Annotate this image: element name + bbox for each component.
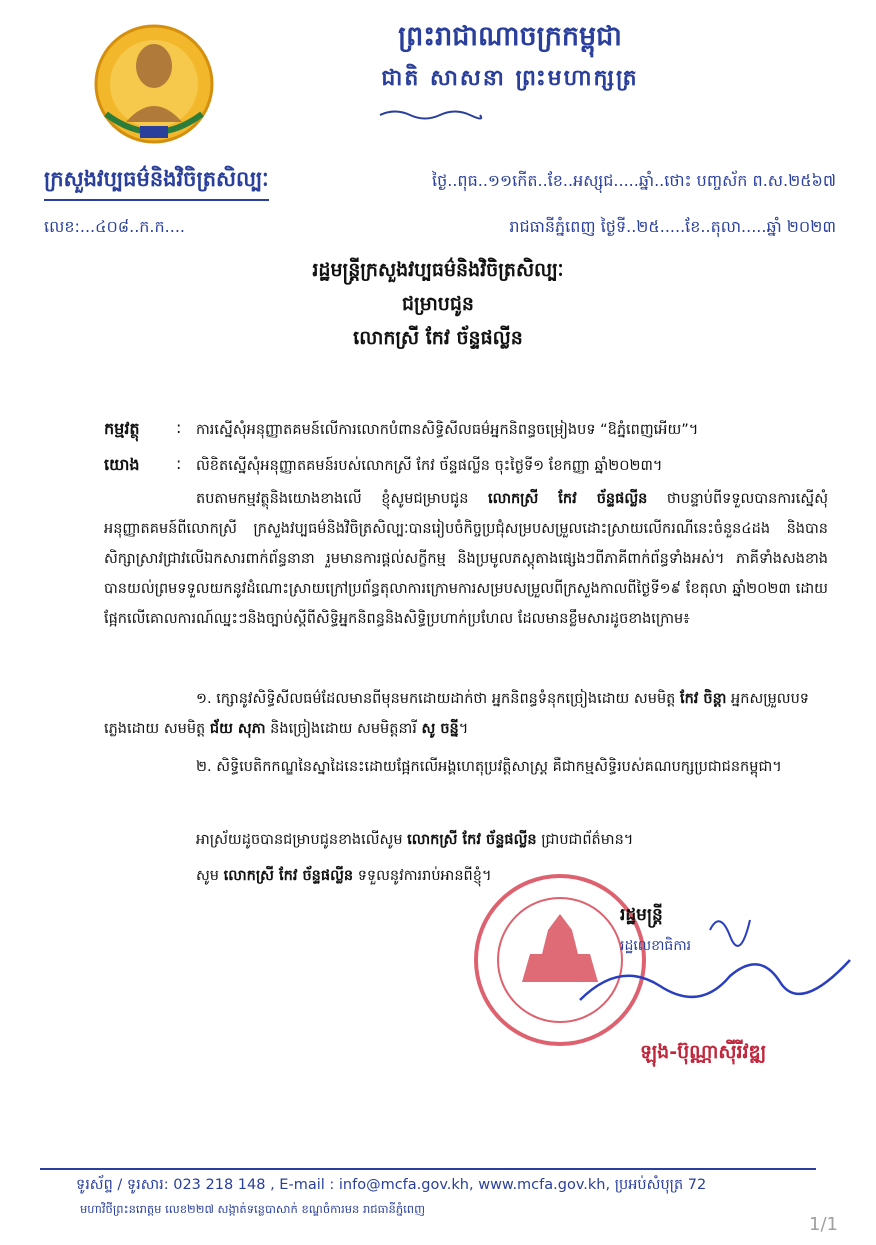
page-indicator: 1/1 [809, 1214, 838, 1235]
handwritten-signature-icon [560, 890, 860, 1030]
reference-label: យោង [104, 455, 140, 474]
reference-text: លិខិតស្នើសុំអនុញ្ញាតគមន៍របស់លោកស្រី កែវ ច័ន្ទផល្លីន ចុះថ្ងៃទី១ ខែកញ្ញា ឆ្នាំ២០២៣។ [196, 458, 663, 474]
kingdom-title: ព្រះរាជាណាចក្រកម្ពុជា [398, 21, 622, 52]
signatory-name: ឡុង-ប៊ុណ្ណាស៊ីរីវឌ្ឍ [640, 1041, 767, 1063]
issue-date: រាជធានីភ្នំពេញ ថ្ងៃទី..២៥.....ខែ..តុលា.....ឆ្នាំ ២០២៣ [509, 217, 836, 236]
lunar-date: ថ្ងៃ..ពុធ..១១កើត..ខែ..អស្សុជ.....ឆ្នាំ..ថោះ បញ្ចស័ក ព.ស.២៥៦៧ [432, 171, 836, 190]
ministry-name: ក្រសួងវប្បធម៌និងវិចិត្រសិល្បៈ [44, 166, 269, 201]
footer-divider [40, 1168, 816, 1170]
reference-number: លេខ:...៤០៨..ក.ក.... [44, 217, 186, 236]
body-paragraph: តបតាមកម្មវត្ថុនិងយោងខាងលើ ខ្ញុំសូមជម្រាបជូន លោកស្រី កែវ ច័ន្ទផល្លីន ថាបន្ទាប់ពីទទួលបានការស្នើសុំអនុញ្ញាតគមន៍ពីលោកស្រី ក្រសួងវប្បធម៌និងវិចិត្រសិល្បៈបានរៀបចំកិច្ចប្រជុំសម្របសម្រួលដោះស្រាយលើករណីនេះចំនួន៤ដង និងបានសិក្សាស្រាវជ្រាវលើឯកសារពាក់ព័ន្ធនានា រួមមានការផ្តល់សក្ខីកម្ម និងប្រមូលភស្តុតាងផ្សេងៗពីភាគីពាក់ព័ន្ធទាំងអស់។ ភាគីទាំងសងខាងបានយល់ព្រមទទួលយកនូវដំណោះស្រាយក្រៅប្រព័ន្ធតុលាការក្រោមការសម្របសម្រួលពីក្រសួងកាលពីថ្ងៃទី១៩ ខែតុលា ឆ្នាំ២០២៣ ដោយផ្អែកលើគោលការណ៍ឈ្នះៗនិងច្បាប់ស្តីពីសិទ្ធិអ្នកនិពន្ធនិងសិទ្ធិប្រហាក់ប្រហែល ដែលមានខ្លឹមសារដូចខាងក្រោម៖ [104, 491, 828, 627]
signatory-title: រដ្ឋមន្ត្រី [620, 905, 663, 925]
sender-heading: រដ្ឋមន្ត្រីក្រសួងវប្បធម៌និងវិចិត្រសិល្បៈ [312, 259, 564, 281]
to-label: ជម្រាបជូន [402, 293, 474, 315]
recipient-name: លោកស្រី កែវ ច័ន្ទផល្លីន [353, 327, 523, 349]
subject-colon: : [176, 418, 182, 437]
ornament-divider-icon [375, 108, 485, 122]
footer-address: មហាវិថីព្រះនរោត្តម លេខ២២៧ សង្កាត់ទន្លេបាសាក់ ខណ្ឌចំការមន រាជធានីភ្នំពេញ [80, 1202, 426, 1216]
signatory-subtitle: រដ្ឋលេខាធិការ [620, 938, 692, 954]
list-item: ២. សិទ្ធិបេតិកកណ្ឌនៃស្នាដៃនេះដោយផ្អែកលើអង្គហេតុប្រវត្តិសាស្ត្រ គឺជាកម្មសិទ្ធិរបស់គណបក្សប្រជាជនកម្ពុជា។ [196, 759, 782, 775]
closing-line: សូម លោកស្រី កែវ ច័ន្ទផល្លីន ទទួលនូវការរាប់អានពីខ្ញុំ។ [196, 868, 492, 884]
closing-line: អាស្រ័យដូចបានជម្រាបជូនខាងលើសូម លោកស្រី កែវ ច័ន្ទផល្លីន ជ្រាបជាព័ត៌មាន។ [196, 832, 634, 848]
list-item: ១. ក្សោនូវសិទ្ធិសីលធម៌ដែលមានពីមុនមកដោយដាក់ថា អ្នកនិពន្ធទំនុកច្រៀងដោយ សមមិត្ត កែវ ចិន្តា អ្នកសម្រួលបទភ្លេងដោយ សមមិត្ត ជ័យ សុភា និងច្រៀងដោយ សមមិត្តនារី សូ ចន្នី។ [104, 691, 809, 737]
footer-contact: ទូរស័ព្ទ / ទូរសារ: 023 218 148 , E-mail : info@mcfa.gov.kh, www.mcfa.gov.kh, ប្រអប់សំបុត្រ 72 [76, 1177, 707, 1193]
national-motto: ជាតិ សាសនា ព្រះមហាក្សត្រ [381, 66, 639, 91]
reference-colon: : [176, 454, 182, 473]
subject-text: ការស្នើសុំអនុញ្ញាតគមន៍លើការលោកបំពានសិទ្ធិសីលធម៌អ្នកនិពន្ធចម្រៀងបទ “ឱភ្នំពេញអើយ”។ [196, 422, 699, 438]
subject-label: កម្មវត្ថុ [104, 419, 140, 438]
ministry-logo-icon [92, 22, 216, 156]
